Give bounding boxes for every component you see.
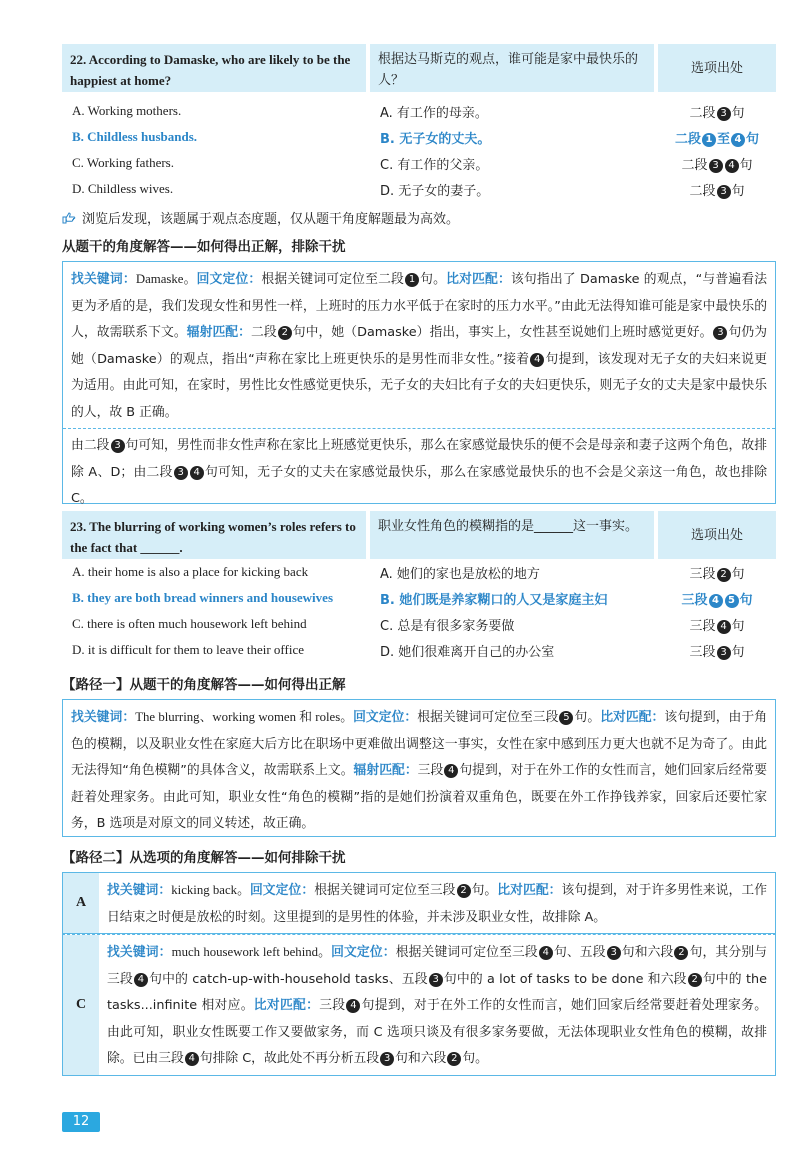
- q23-path2-option-a: [62, 872, 776, 934]
- q23-path2-text-c: 找关键词：much housework left behind。回文定位：根据关键词可定位至三段 4 句、五段 3 句和六段 2 句，其分别与三段 4 句中的 catch-up-with-household tasks、五段 3 句中的 a lot of tasks to be done 和六段 2 句中的 the tasks...infinite 相对应。比对匹配：三段 4 句提到，对于在外工作的女性而言，她们回家后经常要赶着处理家务。由此可知，职业女性既要工作又要做家务，而 C 选项只谈及有很多家务要做，无法体现职业女性角色的模糊，故排除。已由三段 4 句排除 C，故此处不再分析五段 3 句和六段 2 句。: [107, 945, 768, 1066]
- q23-option-b: [62, 585, 776, 611]
- q23-path1-para: 找关键词：The blurring、working women 和 roles。回文定位：根据关键词可定位至三段 5 句。比对匹配：该句提到，由于角色的模糊，以及职业女性在家庭大后方比在职场中更难做出调整这一事实，女性在家中感到压力更大也就不足为奇了。由此无法得知“角色模糊”的具体含义，故需联系上文。辐射匹配：三段 4 句提到，对于在外工作的女性而言，她们回家后经常要赶着处理家务。由此可知，职业女性“角色的模糊”指的是她们扮演着双重角色，既要在外工作挣钱养家，回家后还要忙家务，B 选项是对原文的同义转述，故正确。: [71, 710, 768, 831]
- q23-table: [62, 511, 776, 663]
- q23-question-zh: 职业女性角色的模糊指的是______这一事实。: [370, 511, 654, 559]
- q23-option-b-en: B. they are both bread winners and housewives: [72, 590, 333, 605]
- q22-option-a-src: 二段 3 句: [689, 105, 745, 121]
- q23-path1-heading: 【路径一】从题干的角度解答——如何得出正解: [62, 677, 346, 693]
- q23-path2-option-c: [62, 934, 776, 1076]
- q22-option-b-src: 二段 1 至 4 句: [674, 131, 760, 147]
- q22-note: [62, 208, 459, 227]
- q22-note-text: 浏览后发现，该题属于观点态度题，仅从题干角度解题最为高效。: [82, 212, 460, 227]
- q23-option-d: [62, 637, 776, 663]
- page-number: 12: [62, 1112, 100, 1132]
- q23-source-header: 选项出处: [658, 511, 776, 559]
- q23-option-d-src: 三段 3 句: [689, 644, 745, 660]
- q22-source-header: 选项出处: [658, 44, 776, 92]
- q22-analysis-para2: 由二段 3 句可知，男性而非女性声称在家比上班感觉更快乐，那么在家感觉最快乐的便不会是母亲和妻子这两个角色，故排除 A、D；由二段 3 4 句可知，无子女的丈夫在家感觉最快乐，那么在家感觉最快乐的也不会是父亲这一角色，故也排除 C。: [63, 428, 775, 515]
- q23-option-a: [62, 559, 776, 585]
- q22-option-c-src: 二段 3 4 句: [681, 157, 753, 173]
- q22-header-row: [62, 44, 776, 92]
- q22-heading: 从题干的角度解答——如何得出正解，排除干扰: [62, 239, 346, 255]
- q23-option-c-en: C. there is often much housework left behind: [72, 616, 307, 631]
- q23-question-en: 23. The blurring of working women’s roles refers to the fact that ______.: [62, 511, 366, 559]
- q23-header-row: [62, 511, 776, 559]
- q23-option-c: [62, 611, 776, 637]
- q22-analysis-para1: 找关键词：Damaske。回文定位：根据关键词可定位至二段 1 句。比对匹配：该句指出了 Damaske 的观点，“与普遍看法更为矛盾的是，我们发现女性和男性一样，上班时的压力水平低于在家时的压力水平。”由此无法得知谁可能是家中最快乐的人，故需联系下文。辐射匹配：二段 2 句中，她（Damaske）指出，事实上，女性甚至说她们上班时感觉更好。 3 句仍为她（Damaske）的观点，指出“声称在家比上班更快乐的是男性而非女性。”接着 4 句提到，该发现对无子女的夫妇来说更为适用。由此可知，在家时，男性比女性感觉更快乐，无子女的夫妇比有子女的夫妇更快乐，则无子女的丈夫是家中最快乐的人，故 B 正确。: [71, 272, 768, 420]
- q23-option-d-zh: D. 她们很难离开自己的办公室: [380, 644, 555, 660]
- q23-option-c-src: 三段 4 句: [689, 618, 745, 634]
- q22-option-a: [62, 98, 776, 124]
- pointing-hand-icon: [62, 212, 76, 224]
- q22-analysis-box: [62, 261, 776, 504]
- q22-question-en: 22. According to Damaske, who are likely to be the happiest at home?: [62, 44, 366, 92]
- q23-path2-letter-c: C: [63, 935, 99, 1075]
- q23-option-a-zh: A. 她们的家也是放松的地方: [380, 566, 540, 582]
- q23-path2-heading: 【路径二】从选项的角度解答——如何排除干扰: [62, 850, 346, 866]
- q22-option-d-src: 二段 3 句: [689, 183, 745, 199]
- q23-path2-letter-a: A: [63, 873, 99, 933]
- q22-option-d: [62, 176, 776, 202]
- q22-option-a-zh: A. 有工作的母亲。: [380, 105, 488, 121]
- q22-question-zh: 根据达马斯克的观点，谁可能是家中最快乐的人？: [370, 44, 654, 92]
- q23-path2-text-a: 找关键词：kicking back。回文定位：根据关键词可定位至三段 2 句。比对匹配：该句提到，对于许多男性来说，工作日结束之时便是放松的时刻。这里提到的是男性的体验，并未涉及职业女性，故排除 A。: [107, 883, 768, 925]
- q23-option-b-src: 三段 4 5 句: [681, 592, 753, 608]
- q23-option-a-en: A. their home is also a place for kicking back: [72, 564, 309, 579]
- q22-option-a-en: A. Working mothers.: [72, 103, 182, 118]
- q22-option-c: [62, 150, 776, 176]
- q22-option-b-en: B. Childless husbands.: [72, 129, 198, 144]
- q23-path1-box: [62, 699, 776, 837]
- q22-table: [62, 44, 776, 202]
- q22-option-d-zh: D. 无子女的妻子。: [380, 183, 490, 199]
- q23-option-d-en: D. it is difficult for them to leave their office: [72, 642, 305, 657]
- q22-option-c-zh: C. 有工作的父亲。: [380, 157, 489, 173]
- q23-path2-box: [62, 872, 776, 1076]
- q22-option-b-zh: B. 无子女的丈夫。: [380, 131, 491, 147]
- q22-option-d-en: D. Childless wives.: [72, 181, 174, 196]
- q23-option-b-zh: B. 她们既是养家糊口的人又是家庭主妇: [380, 592, 608, 608]
- q23-option-c-zh: C. 总是有很多家务要做: [380, 618, 515, 634]
- q22-option-c-en: C. Working fathers.: [72, 155, 174, 170]
- q22-option-b: [62, 124, 776, 150]
- q23-option-a-src: 三段 2 句: [689, 566, 745, 582]
